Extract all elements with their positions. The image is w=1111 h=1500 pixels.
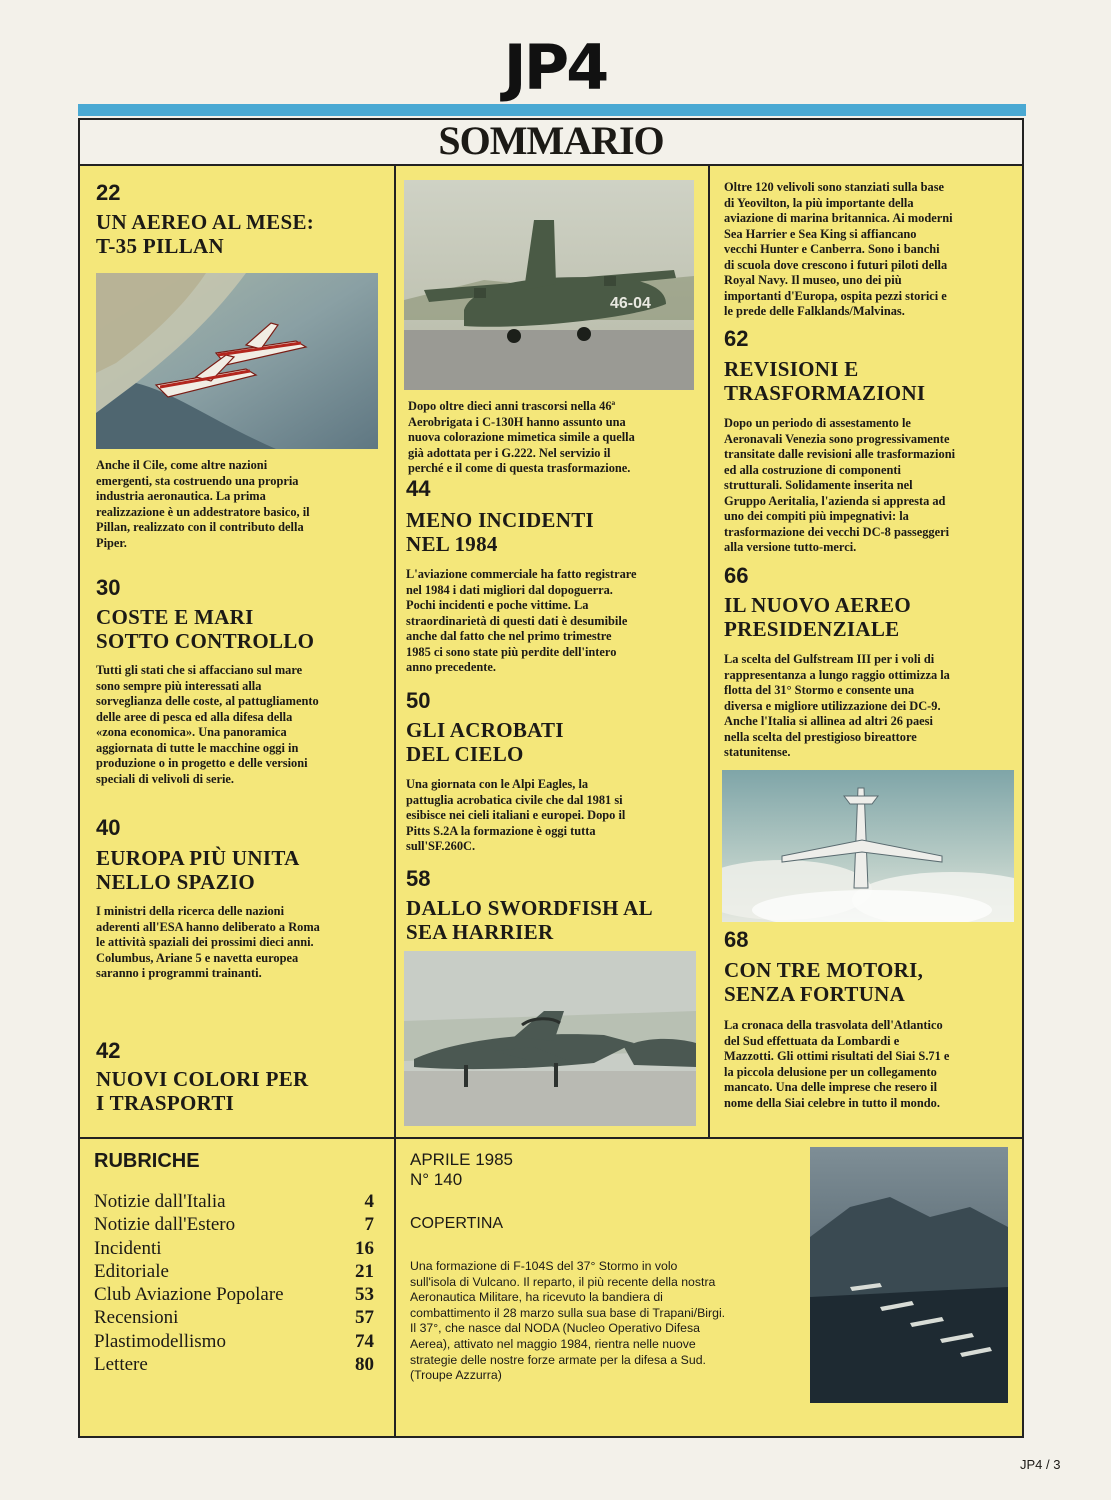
column-divider-2 — [708, 164, 710, 1138]
article-62-summary: Dopo un periodo di assestamento le Aeronavali Venezia sono progressivamente transitate dalle revisioni alle trasformazioni ed alla costruzione di componenti strutturali. Solidamente inserita nel Gruppo Aeritalia, l'azienda si appresta ad uno dei compiti più impegnativi: la trasformazione dei vecchi DC-8 passeggeri alla versione tutto-merci. — [724, 416, 956, 554]
article-68-page-number: 68 — [724, 927, 749, 952]
tail-code-label: 46-04 — [610, 295, 651, 312]
article-44-title: MENO INCIDENTI NEL 1984 — [406, 508, 594, 556]
page-folio: JP4 / 3 — [1020, 1457, 1061, 1472]
article-42-page-number: 42 — [96, 1038, 121, 1063]
c130-photo-caption: Dopo oltre dieci anni trascorsi nella 46ª Aerobrigata i C-130H hanno assunto una nuova colorazione mimetica simile a quella già adottata per i G.222. Nel servizio il perché e il come di questa trasformazione. — [408, 399, 635, 475]
harrier-photo — [404, 951, 696, 1126]
rubriche-divider — [80, 1137, 1022, 1139]
copertina-title: COPERTINA — [410, 1215, 504, 1232]
rubrica-item: Plastimodellismo 74 — [94, 1330, 374, 1352]
rubrica-item: Recensioni 57 — [94, 1307, 374, 1329]
article-22-summary: Anche il Cile, come altre nazioni emergenti, sta costruendo una propria industria aeronautica. La prima realizzazione è un addestratore basico, il Pillan, realizzato con il contributo della Piper. — [96, 458, 310, 550]
article-50-page-number: 50 — [406, 688, 431, 713]
rubrica-item: Editoriale 21 — [94, 1260, 374, 1282]
issue-info — [410, 1150, 513, 1190]
article-68-summary: La cronaca della trasvolata dell'Atlantico del Sud effettuata da Lombardi e Mazzotti. Gli ottimi risultati del Siai S.71 e la piccola delusione per un collegamento mancato. Una delle imprese che resero il nome della Siai celebre in tutto il mondo. — [724, 1018, 950, 1110]
rubrica-item: Club Aviazione Popolare 53 — [94, 1284, 374, 1306]
yeovilton-summary: Oltre 120 velivoli sono stanziati sulla base di Yeovilton, la più importante della aviazione di marina britannica. Ai moderni Sea Harrier e Sea King si affiancano vecchi Hunter e Canberra. Sono i banchi di scuola dove crescono i futuri piloti della Royal Navy. Il museo, uno dei più importanti d'Europa, ospita pezzi storici e le prede delle Falklands/Malvinas. — [724, 180, 953, 318]
article-44-page-number: 44 — [406, 476, 431, 501]
rubriche-title: RUBRICHE — [94, 1150, 200, 1172]
article-58-page-number: 58 — [406, 866, 431, 891]
rubrica-item: Lettere 80 — [94, 1354, 374, 1376]
rubrica-item: Notizie dall'Estero 7 — [94, 1214, 374, 1236]
article-44-summary: L'aviazione commerciale ha fatto registrare nel 1984 i dati migliori dal dopoguerra. Pochi incidenti e poche vittime. La straordinarietà di questi dati è desumibile anche dal fatto che nel primo trimestre 1985 ci sono state più perdite dell'intero anno precedente. — [406, 567, 637, 674]
article-22-title: UN AEREO AL MESE: T-35 PILLAN — [96, 210, 315, 258]
article-42-title: NUOVI COLORI PER I TRASPORTI — [96, 1067, 309, 1115]
accent-bar — [78, 104, 1026, 116]
copertina-caption: Una formazione di F-104S del 37° Stormo in volo sull'isola di Vulcano. Il reparto, il più recente della nostra Aeronautica Militare, ha ricevuto la bandiera di combattimento il 28 marzo sulla sua base di Trapani/Birgi. Il 37°, che nasce dal NODA (Nucleo Operativo Difesa Aerea), attivato nel maggio 1984, rientra nelle nuove strategie delle nostre forze armate per la difesa a Sud. (Troupe Azzurra) — [410, 1259, 726, 1383]
rubriche-list — [94, 1190, 374, 1376]
article-66-summary: La scelta del Gulfstream III per i voli di rappresentanza a lungo raggio ottimizza la flotta del 31° Stormo e consente una diversa e migliore utilizzazione dei DC-9. Anche l'Italia si allinea ad altri 26 paesi nella scelta del prestigioso bireattore statunitense. — [724, 652, 950, 759]
rubriche-column-divider — [394, 1137, 396, 1437]
gulfstream-photo — [722, 770, 1014, 922]
article-30-summary: Tutti gli stati che si affacciano sul mare sono sempre più interessati alla sorveglianza delle coste, al pattugliamento delle aree di pesca ed alla difesa della «zona economica». Una panoramica aggiornata di tutte le macchine oggi in produzione o in progetto e delle versioni speciali di velivoli di serie. — [96, 663, 319, 786]
pillan-formation-photo — [96, 273, 378, 449]
page-title: SOMMARIO — [438, 118, 664, 163]
c130-photo — [404, 180, 694, 390]
article-58-title: DALLO SWORDFISH AL SEA HARRIER — [406, 896, 653, 944]
article-50-title: GLI ACROBATI DEL CIELO — [406, 718, 564, 766]
article-30-page-number: 30 — [96, 575, 121, 600]
article-66-page-number: 66 — [724, 563, 749, 588]
article-62-page-number: 62 — [724, 326, 749, 351]
article-22-page-number: 22 — [96, 180, 121, 205]
article-30-title: COSTE E MARI SOTTO CONTROLLO — [96, 605, 315, 653]
rubrica-item: Incidenti 16 — [94, 1237, 374, 1259]
cover-photo — [810, 1147, 1008, 1403]
article-68-title: CON TRE MOTORI, SENZA FORTUNA — [724, 958, 924, 1006]
article-50-summary: Una giornata con le Alpi Eagles, la pattuglia acrobatica civile che dal 1981 si esibisce nei cieli italiani e europei. Dopo il Pitts S.2A la formazione è oggi tutta sull'SF.260C. — [406, 777, 626, 853]
magazine-logo: JP4 — [503, 31, 607, 104]
article-40-page-number: 40 — [96, 815, 121, 840]
issue-date: APRILE 1985 — [410, 1150, 514, 1169]
rubrica-item: Notizie dall'Italia 4 — [94, 1191, 374, 1212]
article-62-title: REVISIONI E TRASFORMAZIONI — [724, 357, 926, 405]
article-40-summary: I ministri della ricerca delle nazioni aderenti all'ESA hanno deliberato a Roma le attività spaziali dei prossimi dieci anni. Columbus, Ariane 5 e navetta europea saranno i programmi trainanti. — [96, 904, 320, 980]
issue-number: N° 140 — [410, 1170, 463, 1189]
column-divider-1 — [394, 164, 396, 1138]
article-40-title: EUROPA PIÙ UNITA NELLO SPAZIO — [96, 846, 300, 894]
article-66-title: IL NUOVO AEREO PRESIDENZIALE — [724, 593, 911, 641]
